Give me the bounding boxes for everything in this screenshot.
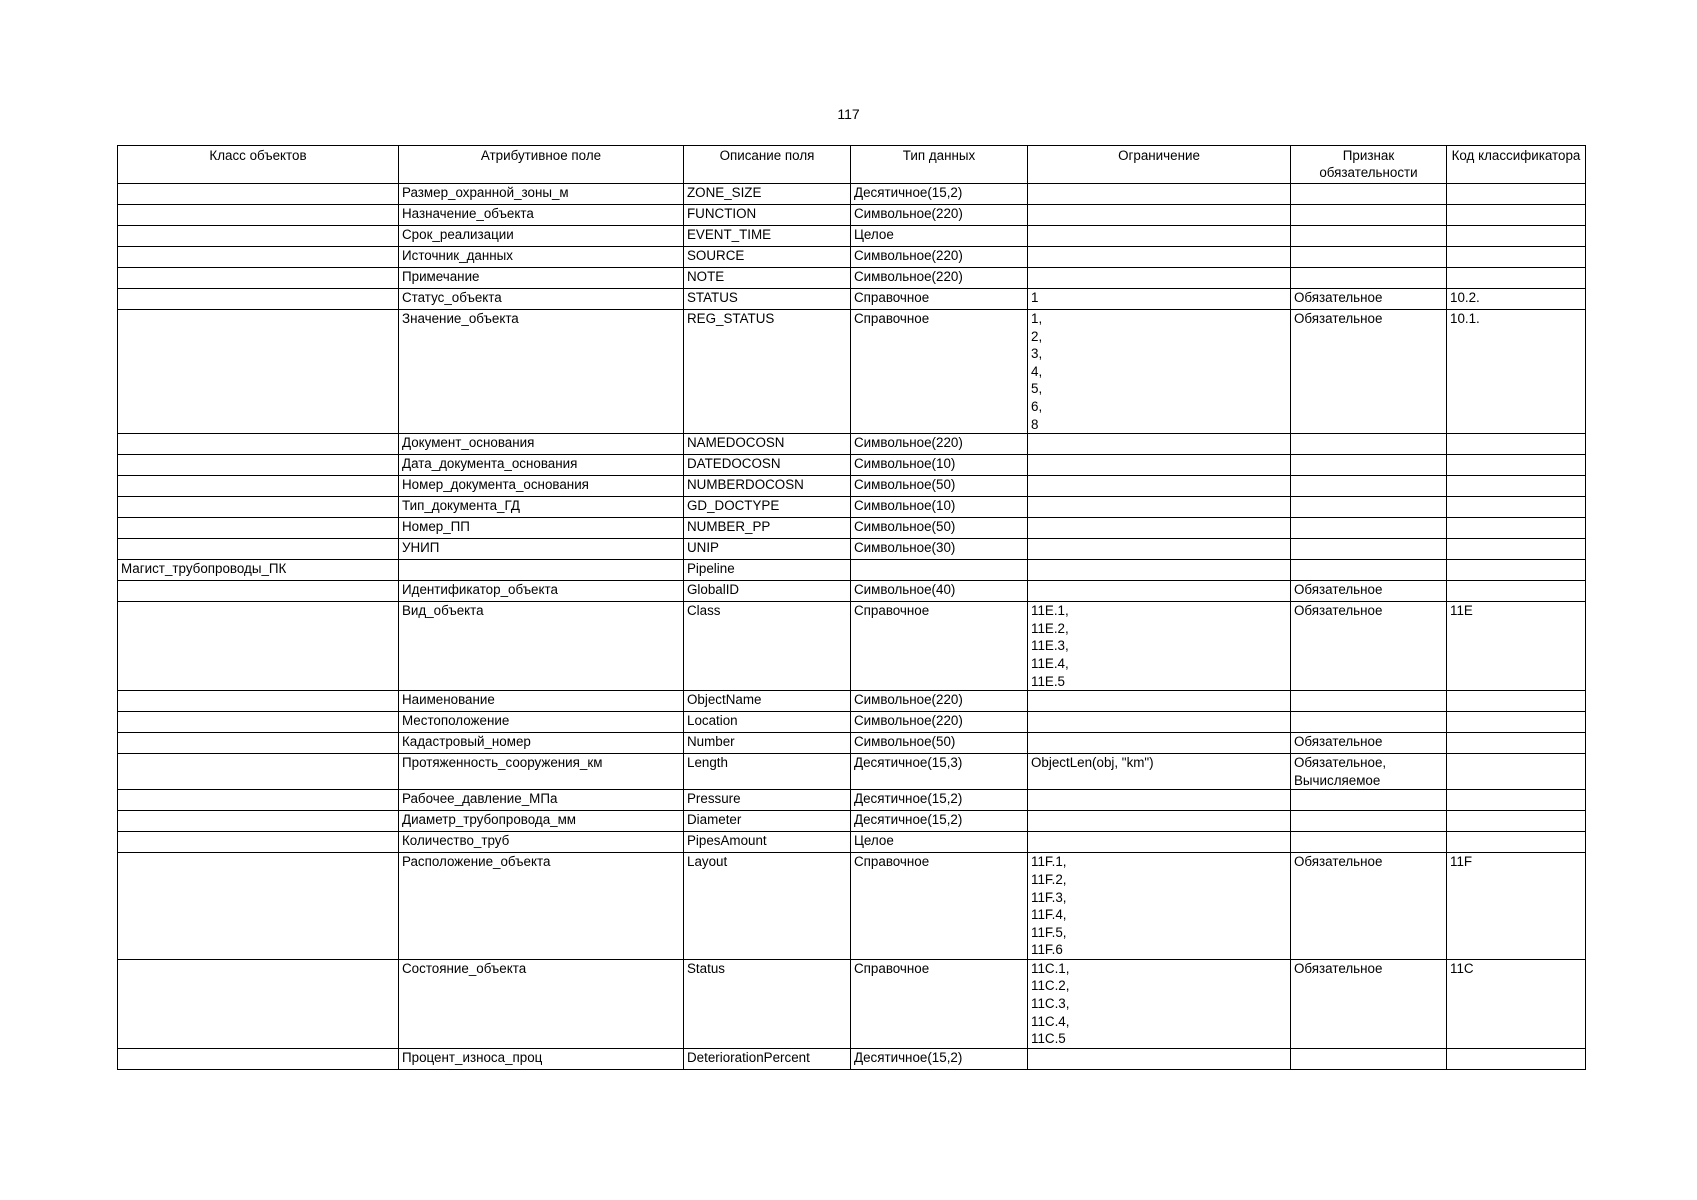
cell-field-description: EVENT_TIME — [684, 226, 851, 247]
cell-object-class — [118, 434, 399, 455]
cell-constraint: ObjectLen(obj, "km") — [1028, 754, 1291, 790]
cell-attribute-field: Номер_документа_основания — [399, 476, 684, 497]
cell-constraint — [1028, 268, 1291, 289]
cell-constraint — [1028, 691, 1291, 712]
cell-data-type: Символьное(10) — [851, 455, 1028, 476]
cell-field-description: NUMBERDOCOSN — [684, 476, 851, 497]
cell-field-description: Layout — [684, 853, 851, 960]
cell-object-class — [118, 959, 399, 1048]
cell-mandatory-flag: Обязательное — [1291, 853, 1447, 960]
cell-data-type: Символьное(220) — [851, 691, 1028, 712]
table-row — [118, 434, 1586, 455]
cell-attribute-field: Наименование — [399, 691, 684, 712]
cell-mandatory-flag: Обязательное — [1291, 733, 1447, 754]
cell-field-description: NAMEDOCOSN — [684, 434, 851, 455]
cell-classifier-code — [1447, 790, 1586, 811]
cell-data-type: Справочное — [851, 853, 1028, 960]
cell-attribute-field: Назначение_объекта — [399, 205, 684, 226]
cell-attribute-field: Расположение_объекта — [399, 853, 684, 960]
table-row — [118, 268, 1586, 289]
cell-classifier-code: 11F — [1447, 853, 1586, 960]
cell-classifier-code: 10.1. — [1447, 310, 1586, 434]
cell-field-description: REG_STATUS — [684, 310, 851, 434]
cell-object-class — [118, 712, 399, 733]
table-row — [118, 205, 1586, 226]
cell-constraint: 11F.1, 11F.2, 11F.3, 11F.4, 11F.5, 11F.6 — [1028, 853, 1291, 960]
cell-classifier-code — [1447, 184, 1586, 205]
header-constraint: Ограничение — [1028, 146, 1291, 184]
cell-field-description: PipesAmount — [684, 832, 851, 853]
cell-object-class — [118, 268, 399, 289]
cell-attribute-field: Номер_ПП — [399, 518, 684, 539]
cell-mandatory-flag — [1291, 184, 1447, 205]
cell-data-type: Целое — [851, 226, 1028, 247]
cell-constraint — [1028, 476, 1291, 497]
cell-object-class — [118, 518, 399, 539]
table-row — [118, 497, 1586, 518]
cell-classifier-code: 11E — [1447, 602, 1586, 691]
cell-constraint — [1028, 1048, 1291, 1069]
cell-object-class — [118, 310, 399, 434]
cell-mandatory-flag — [1291, 497, 1447, 518]
cell-data-type: Символьное(220) — [851, 434, 1028, 455]
cell-classifier-code — [1447, 268, 1586, 289]
cell-data-type: Символьное(220) — [851, 712, 1028, 733]
cell-classifier-code — [1447, 247, 1586, 268]
cell-attribute-field: Тип_документа_ГД — [399, 497, 684, 518]
cell-constraint — [1028, 832, 1291, 853]
cell-object-class — [118, 289, 399, 310]
cell-mandatory-flag — [1291, 560, 1447, 581]
table-row — [118, 754, 1586, 790]
table-row — [118, 733, 1586, 754]
cell-object-class — [118, 247, 399, 268]
header-data-type: Тип данных — [851, 146, 1028, 184]
cell-field-description: DeteriorationPercent — [684, 1048, 851, 1069]
cell-mandatory-flag — [1291, 226, 1447, 247]
cell-field-description: DATEDOCOSN — [684, 455, 851, 476]
cell-data-type: Символьное(40) — [851, 581, 1028, 602]
cell-constraint — [1028, 247, 1291, 268]
cell-field-description: NUMBER_PP — [684, 518, 851, 539]
table-row — [118, 959, 1586, 1048]
cell-mandatory-flag — [1291, 247, 1447, 268]
cell-mandatory-flag — [1291, 832, 1447, 853]
cell-classifier-code — [1447, 733, 1586, 754]
cell-constraint — [1028, 184, 1291, 205]
cell-field-description: Class — [684, 602, 851, 691]
table-row — [118, 853, 1586, 960]
cell-data-type: Десятичное(15,2) — [851, 184, 1028, 205]
cell-constraint — [1028, 226, 1291, 247]
table-row — [118, 602, 1586, 691]
page-number: 117 — [837, 106, 860, 122]
cell-field-description: GD_DOCTYPE — [684, 497, 851, 518]
cell-constraint — [1028, 205, 1291, 226]
cell-field-description: Pressure — [684, 790, 851, 811]
cell-constraint: 1 — [1028, 289, 1291, 310]
header-mandatory-flag: Признак обязательности — [1291, 146, 1447, 184]
cell-attribute-field: Дата_документа_основания — [399, 455, 684, 476]
cell-classifier-code: 11C — [1447, 959, 1586, 1048]
cell-field-description: UNIP — [684, 539, 851, 560]
cell-classifier-code — [1447, 497, 1586, 518]
cell-mandatory-flag: Обязательное — [1291, 602, 1447, 691]
cell-attribute-field: Процент_износа_проц — [399, 1048, 684, 1069]
cell-mandatory-flag — [1291, 539, 1447, 560]
cell-data-type: Справочное — [851, 310, 1028, 434]
table-row — [118, 560, 1586, 581]
cell-classifier-code — [1447, 539, 1586, 560]
table-row — [118, 790, 1586, 811]
cell-field-description: Status — [684, 959, 851, 1048]
cell-mandatory-flag — [1291, 205, 1447, 226]
cell-classifier-code — [1447, 581, 1586, 602]
cell-attribute-field: Источник_данных — [399, 247, 684, 268]
cell-object-class — [118, 853, 399, 960]
cell-mandatory-flag — [1291, 455, 1447, 476]
cell-mandatory-flag — [1291, 712, 1447, 733]
cell-constraint — [1028, 434, 1291, 455]
cell-data-type: Символьное(50) — [851, 733, 1028, 754]
cell-field-description: Length — [684, 754, 851, 790]
cell-classifier-code: 10.2. — [1447, 289, 1586, 310]
cell-mandatory-flag: Обязательное — [1291, 581, 1447, 602]
cell-attribute-field: Кадастровый_номер — [399, 733, 684, 754]
cell-object-class — [118, 733, 399, 754]
cell-constraint — [1028, 518, 1291, 539]
cell-constraint — [1028, 811, 1291, 832]
cell-object-class — [118, 226, 399, 247]
cell-object-class — [118, 790, 399, 811]
cell-mandatory-flag: Обязательное — [1291, 310, 1447, 434]
cell-field-description: ZONE_SIZE — [684, 184, 851, 205]
cell-field-description: Pipeline — [684, 560, 851, 581]
cell-attribute-field: Размер_охранной_зоны_м — [399, 184, 684, 205]
cell-mandatory-flag — [1291, 790, 1447, 811]
cell-attribute-field: Количество_труб — [399, 832, 684, 853]
cell-field-description: NOTE — [684, 268, 851, 289]
cell-object-class — [118, 581, 399, 602]
cell-field-description: Diameter — [684, 811, 851, 832]
cell-mandatory-flag — [1291, 434, 1447, 455]
cell-object-class — [118, 832, 399, 853]
cell-data-type: Справочное — [851, 289, 1028, 310]
table-row — [118, 226, 1586, 247]
cell-field-description: STATUS — [684, 289, 851, 310]
cell-attribute-field — [399, 560, 684, 581]
cell-constraint — [1028, 581, 1291, 602]
table-body — [118, 184, 1586, 1070]
cell-attribute-field: Местоположение — [399, 712, 684, 733]
cell-constraint — [1028, 455, 1291, 476]
cell-attribute-field: Срок_реализации — [399, 226, 684, 247]
cell-field-description: Location — [684, 712, 851, 733]
cell-mandatory-flag: Обязательное, Вычисляемое — [1291, 754, 1447, 790]
table-row — [118, 518, 1586, 539]
cell-mandatory-flag: Обязательное — [1291, 289, 1447, 310]
cell-constraint — [1028, 733, 1291, 754]
cell-mandatory-flag — [1291, 1048, 1447, 1069]
cell-data-type: Десятичное(15,2) — [851, 811, 1028, 832]
table-row — [118, 455, 1586, 476]
cell-attribute-field: Примечание — [399, 268, 684, 289]
table-row — [118, 289, 1586, 310]
cell-constraint — [1028, 712, 1291, 733]
cell-constraint — [1028, 560, 1291, 581]
cell-data-type: Символьное(30) — [851, 539, 1028, 560]
cell-classifier-code — [1447, 811, 1586, 832]
header-attribute-field: Атрибутивное поле — [399, 146, 684, 184]
cell-data-type: Символьное(220) — [851, 247, 1028, 268]
cell-constraint — [1028, 539, 1291, 560]
cell-data-type: Символьное(220) — [851, 268, 1028, 289]
cell-data-type: Десятичное(15,3) — [851, 754, 1028, 790]
attribute-table — [117, 145, 1586, 1070]
table-row — [118, 811, 1586, 832]
cell-classifier-code — [1447, 205, 1586, 226]
cell-classifier-code — [1447, 518, 1586, 539]
cell-data-type: Символьное(50) — [851, 476, 1028, 497]
cell-classifier-code — [1447, 560, 1586, 581]
cell-data-type: Справочное — [851, 602, 1028, 691]
table-row — [118, 581, 1586, 602]
cell-classifier-code — [1447, 434, 1586, 455]
cell-mandatory-flag — [1291, 476, 1447, 497]
cell-classifier-code — [1447, 712, 1586, 733]
table-row — [118, 691, 1586, 712]
cell-field-description: SOURCE — [684, 247, 851, 268]
cell-object-class — [118, 184, 399, 205]
cell-attribute-field: УНИП — [399, 539, 684, 560]
header-classifier-code: Код классификатора — [1447, 146, 1586, 184]
cell-object-class — [118, 754, 399, 790]
cell-data-type — [851, 560, 1028, 581]
cell-object-class — [118, 691, 399, 712]
cell-classifier-code — [1447, 1048, 1586, 1069]
cell-data-type: Целое — [851, 832, 1028, 853]
table-row — [118, 1048, 1586, 1069]
cell-constraint: 1, 2, 3, 4, 5, 6, 8 — [1028, 310, 1291, 434]
cell-classifier-code — [1447, 754, 1586, 790]
cell-classifier-code — [1447, 691, 1586, 712]
cell-data-type: Символьное(220) — [851, 205, 1028, 226]
cell-data-type: Десятичное(15,2) — [851, 1048, 1028, 1069]
cell-object-class: Магист_трубопроводы_ПК — [118, 560, 399, 581]
cell-classifier-code — [1447, 476, 1586, 497]
cell-object-class — [118, 476, 399, 497]
cell-object-class — [118, 497, 399, 518]
cell-object-class — [118, 1048, 399, 1069]
cell-field-description: FUNCTION — [684, 205, 851, 226]
cell-mandatory-flag — [1291, 691, 1447, 712]
cell-field-description: GlobalID — [684, 581, 851, 602]
cell-mandatory-flag — [1291, 811, 1447, 832]
cell-constraint — [1028, 790, 1291, 811]
cell-data-type: Десятичное(15,2) — [851, 790, 1028, 811]
cell-attribute-field: Вид_объекта — [399, 602, 684, 691]
table-row — [118, 310, 1586, 434]
cell-constraint: 11E.1, 11E.2, 11E.3, 11E.4, 11E.5 — [1028, 602, 1291, 691]
cell-data-type: Символьное(50) — [851, 518, 1028, 539]
header-field-description: Описание поля — [684, 146, 851, 184]
cell-object-class — [118, 539, 399, 560]
cell-mandatory-flag — [1291, 518, 1447, 539]
cell-data-type: Справочное — [851, 959, 1028, 1048]
cell-field-description: ObjectName — [684, 691, 851, 712]
table-header-row — [118, 146, 1586, 184]
header-object-class: Класс объектов — [118, 146, 399, 184]
cell-object-class — [118, 455, 399, 476]
table-row — [118, 832, 1586, 853]
cell-mandatory-flag — [1291, 268, 1447, 289]
cell-attribute-field: Состояние_объекта — [399, 959, 684, 1048]
cell-attribute-field: Статус_объекта — [399, 289, 684, 310]
cell-object-class — [118, 205, 399, 226]
cell-classifier-code — [1447, 832, 1586, 853]
table-row — [118, 247, 1586, 268]
cell-attribute-field: Диаметр_трубопровода_мм — [399, 811, 684, 832]
cell-attribute-field: Значение_объекта — [399, 310, 684, 434]
cell-attribute-field: Протяженность_сооружения_км — [399, 754, 684, 790]
cell-attribute-field: Документ_основания — [399, 434, 684, 455]
cell-data-type: Символьное(10) — [851, 497, 1028, 518]
cell-classifier-code — [1447, 455, 1586, 476]
cell-constraint: 11C.1, 11C.2, 11C.3, 11C.4, 11C.5 — [1028, 959, 1291, 1048]
cell-constraint — [1028, 497, 1291, 518]
cell-attribute-field: Рабочее_давление_МПа — [399, 790, 684, 811]
cell-classifier-code — [1447, 226, 1586, 247]
table-row — [118, 712, 1586, 733]
cell-attribute-field: Идентификатор_объекта — [399, 581, 684, 602]
cell-object-class — [118, 811, 399, 832]
cell-field-description: Number — [684, 733, 851, 754]
table-row — [118, 539, 1586, 560]
table-row — [118, 476, 1586, 497]
cell-object-class — [118, 602, 399, 691]
cell-mandatory-flag: Обязательное — [1291, 959, 1447, 1048]
table-row — [118, 184, 1586, 205]
